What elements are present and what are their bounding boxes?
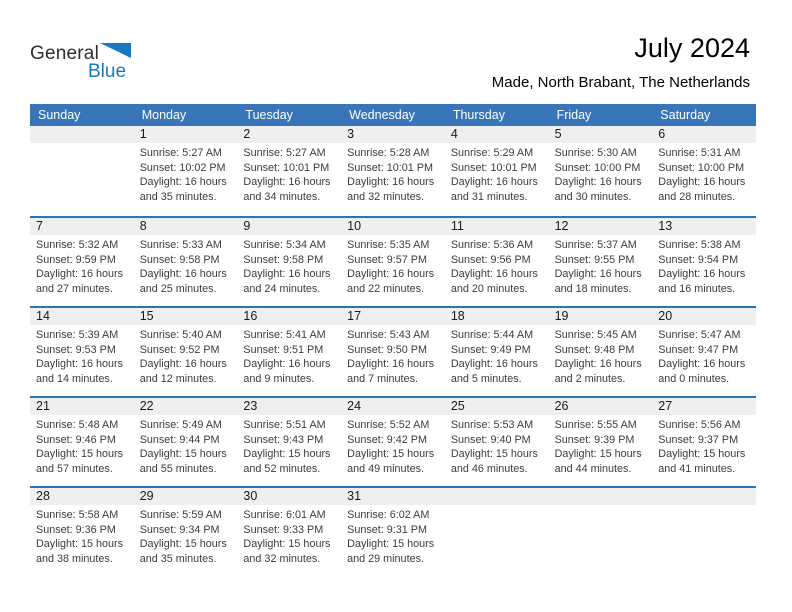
day-number-24: 24 [347,399,362,413]
empty-cell [549,505,653,566]
sunset-text: Sunset: 9:58 PM [139,253,220,266]
daylight-text-line1: Daylight: 16 hours [139,176,227,189]
daylight-text-line2: and 44 minutes. [554,462,632,475]
daylight-text-line1: Daylight: 16 hours [36,358,124,371]
daylight-text-line2: and 32 minutes. [347,190,424,203]
week-row-2 [30,216,756,306]
sunrise-text: Sunrise: 5:37 AM [554,239,637,251]
daylight-text-line2: and 5 minutes. [450,372,522,385]
day-cell-21 [30,415,134,476]
day-cell-29 [134,505,238,566]
day-number-9: 9 [243,219,251,233]
sunset-text: Sunset: 9:51 PM [243,343,324,356]
day-number-26: 26 [554,399,569,413]
day-number-15: 15 [139,309,154,323]
day-number-21: 21 [36,399,50,413]
day-number-29: 29 [139,489,154,503]
sunrise-text: Sunrise: 5:52 AM [347,419,430,431]
logo-text-blue: Blue [88,61,127,82]
sunset-text: Sunset: 10:01 PM [243,161,330,174]
day-cell-15 [134,325,238,386]
day-cell-27 [652,415,756,476]
daylight-text-line2: and 52 minutes. [243,462,321,475]
sunrise-text: Sunrise: 5:29 AM [450,147,534,159]
daylight-text-line1: Daylight: 16 hours [554,358,642,371]
sunset-text: Sunset: 9:42 PM [347,433,427,446]
day-number-strip [30,218,756,235]
sunset-text: Sunset: 9:44 PM [139,433,220,446]
day-number-11: 11 [450,219,464,233]
daylight-text-line1: Daylight: 15 hours [243,538,331,551]
daylight-text-line1: Daylight: 16 hours [658,358,746,371]
general-blue-logo [30,42,132,81]
empty-cell [652,505,756,566]
sunrise-text: Sunrise: 5:28 AM [347,147,430,159]
daylight-text-line2: and 9 minutes. [243,372,315,385]
daylight-text-line2: and 29 minutes. [347,552,424,565]
day-number-strip [30,398,756,415]
day-cell-11 [445,235,549,296]
day-cell-16 [237,325,341,386]
day-cell-2 [237,143,341,204]
week-row-1 [30,126,756,216]
sunrise-text: Sunrise: 5:47 AM [658,329,741,341]
sunset-text: Sunset: 9:40 PM [450,433,531,446]
sunset-text: Sunset: 9:36 PM [36,523,116,536]
day-header-thursday: Thursday [452,108,505,122]
day-number-5: 5 [554,127,562,141]
calendar-table [30,104,756,576]
day-number-23: 23 [243,399,258,413]
day-header-sunday: Sunday [38,108,81,122]
daylight-text-line2: and 16 minutes. [658,282,736,295]
sunset-text: Sunset: 9:53 PM [36,343,116,356]
empty-cell [445,505,549,566]
day-cell-20 [652,325,756,386]
sunrise-text: Sunrise: 5:41 AM [243,329,326,341]
daylight-text-line1: Daylight: 15 hours [139,538,227,551]
sunrise-text: Sunrise: 5:45 AM [554,329,637,341]
location-subtitle: Made, North Brabant, The Netherlands [491,74,750,91]
day-number-strip [30,126,756,143]
daylight-text-line1: Daylight: 16 hours [243,268,331,281]
day-number-2: 2 [243,127,251,141]
daylight-text-line2: and 22 minutes. [347,282,424,295]
daylight-text-line1: Daylight: 16 hours [554,176,642,189]
day-cell-3 [341,143,445,204]
day-number-17: 17 [347,309,362,323]
sunset-text: Sunset: 9:34 PM [139,523,220,536]
sunset-text: Sunset: 9:47 PM [658,343,739,356]
day-details [30,325,756,386]
empty-cell [30,126,134,143]
sunrise-text: Sunrise: 5:30 AM [554,147,637,159]
sunset-text: Sunset: 9:43 PM [243,433,324,446]
daylight-text-line1: Daylight: 16 hours [139,268,227,281]
logo-line-1 [30,42,132,63]
daylight-text-line1: Daylight: 16 hours [554,268,642,281]
day-number-1: 1 [139,127,147,141]
sunset-text: Sunset: 9:46 PM [36,433,116,446]
daylight-text-line1: Daylight: 16 hours [658,176,746,189]
daylight-text-line2: and 25 minutes. [139,282,217,295]
sunrise-text: Sunrise: 5:56 AM [658,419,741,431]
daylight-text-line2: and 14 minutes. [36,372,113,385]
day-cell-24 [341,415,445,476]
sunrise-text: Sunrise: 5:27 AM [139,147,222,159]
daylight-text-line2: and 20 minutes. [450,282,528,295]
daylight-text-line2: and 7 minutes. [347,372,418,385]
day-number-8: 8 [139,219,147,233]
daylight-text-line2: and 35 minutes. [139,190,217,203]
sunrise-text: Sunrise: 5:43 AM [347,329,430,341]
sunrise-text: Sunrise: 5:39 AM [36,329,119,341]
sunset-text: Sunset: 9:58 PM [243,253,324,266]
day-cell-14 [30,325,134,386]
week-row-4 [30,396,756,486]
day-number-27: 27 [658,399,673,413]
daylight-text-line2: and 32 minutes. [243,552,321,565]
daylight-text-line2: and 55 minutes. [139,462,217,475]
sunrise-text: Sunrise: 5:49 AM [139,419,222,431]
sunrise-text: Sunrise: 5:59 AM [139,509,222,521]
day-number-22: 22 [139,399,154,413]
sunset-text: Sunset: 9:56 PM [450,253,531,266]
daylight-text-line1: Daylight: 16 hours [450,176,538,189]
empty-cell [549,488,653,505]
daylight-text-line1: Daylight: 16 hours [347,358,435,371]
daylight-text-line1: Daylight: 15 hours [658,448,746,461]
sunset-text: Sunset: 10:01 PM [347,161,433,174]
empty-cell [652,488,756,505]
sunrise-text: Sunrise: 5:35 AM [347,239,430,251]
daylight-text-line2: and 57 minutes. [36,462,113,475]
day-cell-22 [134,415,238,476]
day-cell-9 [237,235,341,296]
daylight-text-line2: and 49 minutes. [347,462,424,475]
day-cell-18 [445,325,549,386]
day-cell-31 [341,505,445,566]
sunrise-text: Sunrise: 5:27 AM [243,147,326,159]
day-cell-4 [445,143,549,204]
daylight-text-line2: and 28 minutes. [658,190,736,203]
daylight-text-line2: and 24 minutes. [243,282,321,295]
day-header-wednesday: Wednesday [349,108,415,122]
day-cell-25 [445,415,549,476]
sunrise-text: Sunrise: 5:51 AM [243,419,326,431]
daylight-text-line1: Daylight: 15 hours [347,448,435,461]
day-number-3: 3 [347,127,355,141]
sunrise-text: Sunrise: 5:31 AM [658,147,741,159]
logo-triangle-icon [100,42,132,59]
title-block [492,33,750,92]
sunrise-text: Sunrise: 5:55 AM [554,419,637,431]
daylight-text-line1: Daylight: 15 hours [36,448,124,461]
sunset-text: Sunset: 10:01 PM [450,161,537,174]
sunset-text: Sunset: 9:57 PM [347,253,427,266]
day-cell-7 [30,235,134,296]
sunset-text: Sunset: 10:02 PM [139,161,226,174]
daylight-text-line2: and 41 minutes. [658,462,736,475]
daylight-text-line1: Daylight: 15 hours [243,448,331,461]
sunset-text: Sunset: 9:50 PM [347,343,427,356]
daylight-text-line1: Daylight: 15 hours [450,448,538,461]
logo-text-general: General [30,43,99,64]
sunrise-text: Sunrise: 6:01 AM [243,509,326,521]
empty-cell [445,488,549,505]
day-details [30,505,756,566]
day-details [30,143,756,204]
sunset-text: Sunset: 9:59 PM [36,253,116,266]
day-cell-13 [652,235,756,296]
daylight-text-line1: Daylight: 16 hours [658,268,746,281]
day-cell-28 [30,505,134,566]
sunrise-text: Sunrise: 5:36 AM [450,239,534,251]
daylight-text-line1: Daylight: 15 hours [554,448,642,461]
daylight-text-line2: and 12 minutes. [139,372,217,385]
day-header-tuesday: Tuesday [245,108,293,122]
daylight-text-line1: Daylight: 16 hours [450,268,538,281]
daylight-text-line1: Daylight: 16 hours [347,176,435,189]
day-cell-26 [549,415,653,476]
day-number-4: 4 [450,127,458,141]
sunset-text: Sunset: 9:52 PM [139,343,220,356]
sunrise-text: Sunrise: 5:44 AM [450,329,534,341]
daylight-text-line1: Daylight: 16 hours [243,176,331,189]
sunrise-text: Sunrise: 6:02 AM [347,509,430,521]
daylight-text-line2: and 27 minutes. [36,282,113,295]
week-row-3 [30,306,756,396]
page-title: July 2024 [634,33,750,63]
day-header-friday: Friday [556,108,592,122]
daylight-text-line1: Daylight: 15 hours [347,538,435,551]
day-cell-30 [237,505,341,566]
day-number-strip [30,488,756,505]
sunrise-text: Sunrise: 5:33 AM [139,239,222,251]
daylight-text-line2: and 46 minutes. [450,462,528,475]
daylight-text-line2: and 31 minutes. [450,190,528,203]
sunset-text: Sunset: 9:55 PM [554,253,635,266]
sunrise-text: Sunrise: 5:53 AM [450,419,534,431]
daylight-text-line2: and 0 minutes. [658,372,730,385]
daylight-text-line1: Daylight: 15 hours [36,538,124,551]
day-number-6: 6 [658,127,666,141]
day-number-18: 18 [450,309,465,323]
daylight-text-line2: and 35 minutes. [139,552,217,565]
empty-cell [30,143,134,204]
day-header-saturday: Saturday [660,108,711,122]
day-details [30,235,756,296]
daylight-text-line1: Daylight: 16 hours [347,268,435,281]
sunrise-text: Sunrise: 5:58 AM [36,509,119,521]
sunset-text: Sunset: 9:48 PM [554,343,635,356]
day-details [30,415,756,476]
sunrise-text: Sunrise: 5:38 AM [658,239,741,251]
daylight-text-line2: and 38 minutes. [36,552,113,565]
day-cell-1 [134,143,238,204]
day-number-13: 13 [658,219,673,233]
sunset-text: Sunset: 9:54 PM [658,253,739,266]
daylight-text-line2: and 30 minutes. [554,190,632,203]
sunset-text: Sunset: 9:49 PM [450,343,531,356]
day-cell-5 [549,143,653,204]
day-header-monday: Monday [141,108,187,122]
daylight-text-line2: and 34 minutes. [243,190,321,203]
sunset-text: Sunset: 9:31 PM [347,523,427,536]
sunset-text: Sunset: 9:39 PM [554,433,635,446]
day-number-10: 10 [347,219,362,233]
day-number-28: 28 [36,489,50,503]
day-number-7: 7 [36,219,43,233]
week-row-5 [30,486,756,576]
calendar-header-row [30,104,756,126]
sunrise-text: Sunrise: 5:48 AM [36,419,119,431]
day-number-25: 25 [450,399,465,413]
day-cell-12 [549,235,653,296]
day-cell-10 [341,235,445,296]
day-cell-8 [134,235,238,296]
calendar-body [30,126,756,576]
daylight-text-line1: Daylight: 16 hours [139,358,227,371]
sunset-text: Sunset: 10:00 PM [658,161,745,174]
sunrise-text: Sunrise: 5:40 AM [139,329,222,341]
daylight-text-line2: and 18 minutes. [554,282,632,295]
day-number-strip [30,308,756,325]
daylight-text-line1: Daylight: 15 hours [139,448,227,461]
day-number-19: 19 [554,309,569,323]
day-number-16: 16 [243,309,258,323]
day-number-30: 30 [243,489,258,503]
daylight-text-line1: Daylight: 16 hours [36,268,124,281]
day-number-31: 31 [347,489,362,503]
daylight-text-line1: Daylight: 16 hours [243,358,331,371]
sunset-text: Sunset: 10:00 PM [554,161,641,174]
day-number-12: 12 [554,219,569,233]
sunrise-text: Sunrise: 5:32 AM [36,239,119,251]
day-cell-17 [341,325,445,386]
day-number-14: 14 [36,309,50,323]
daylight-text-line2: and 2 minutes. [554,372,626,385]
sunset-text: Sunset: 9:37 PM [658,433,739,446]
sunrise-text: Sunrise: 5:34 AM [243,239,326,251]
day-cell-6 [652,143,756,204]
day-cell-23 [237,415,341,476]
sunset-text: Sunset: 9:33 PM [243,523,324,536]
day-number-20: 20 [658,309,673,323]
daylight-text-line1: Daylight: 16 hours [450,358,538,371]
day-cell-19 [549,325,653,386]
